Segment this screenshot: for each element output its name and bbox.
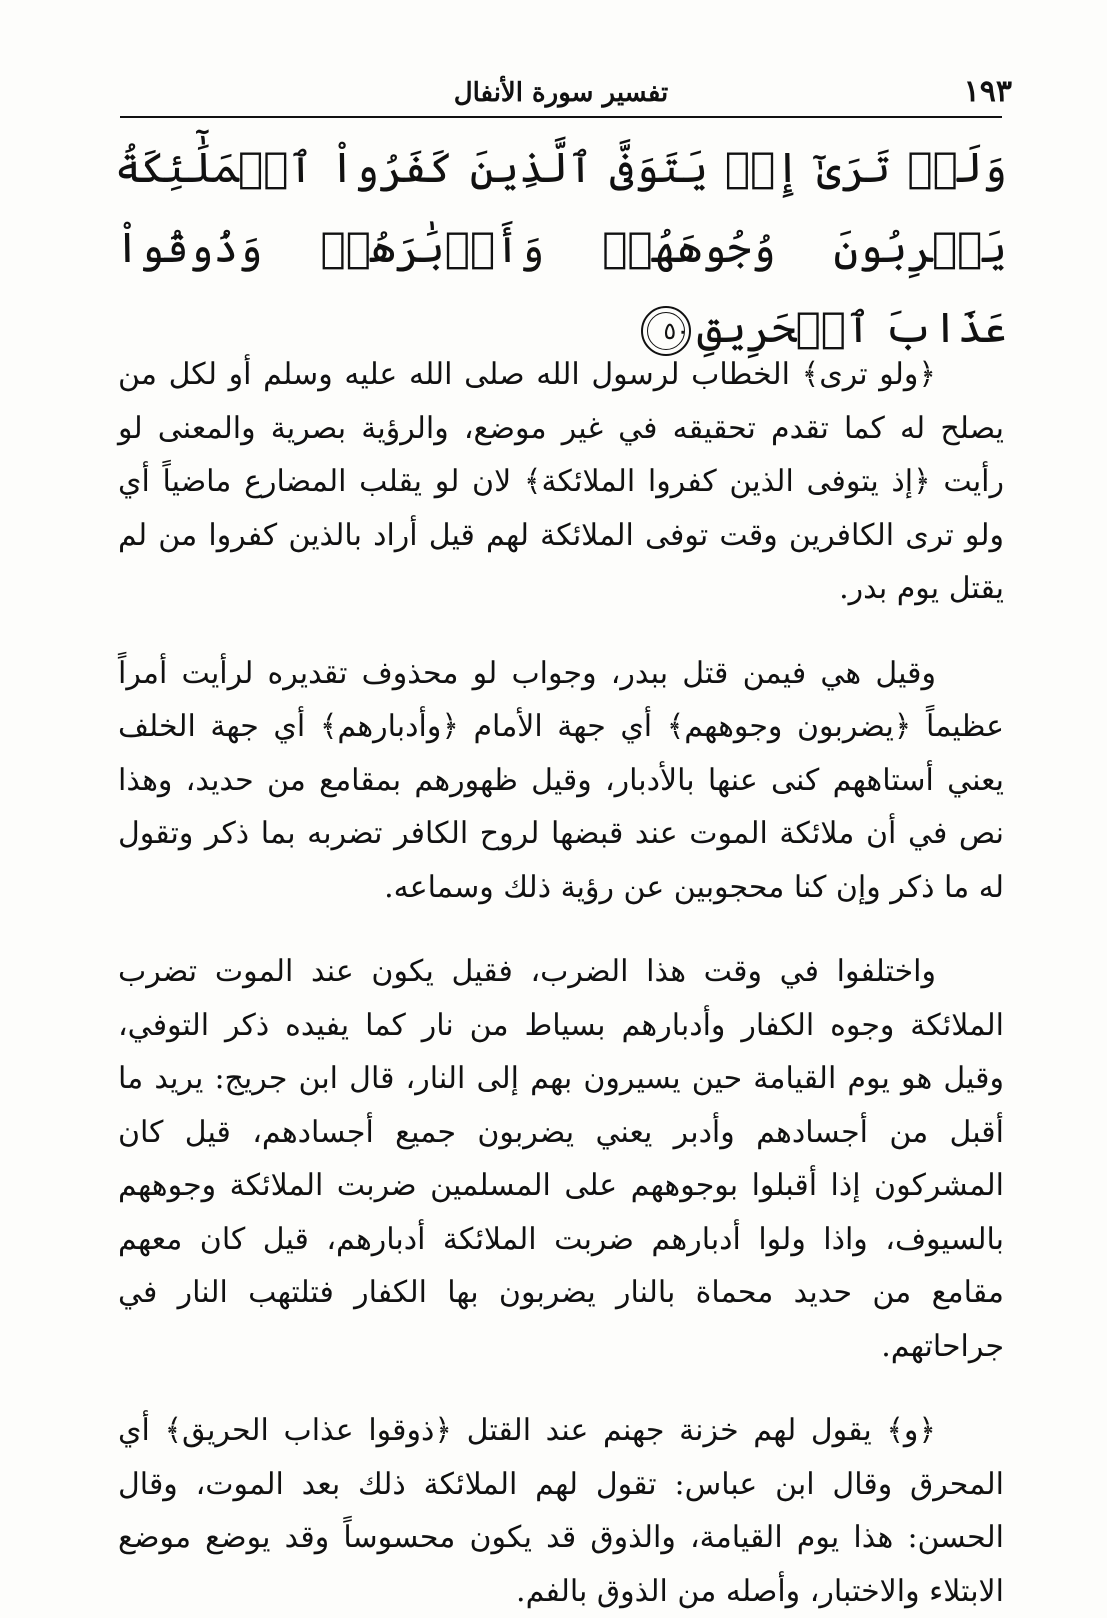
commentary bbox=[118, 348, 1004, 1618]
commentary-paragraph: ﴿ولو ترى﴾ الخطاب لرسول الله صلى الله عليه وسلم أو لكل من يصلح له كما تقدم تحقيقه في غير موضع، والرؤية بصرية والمعنى لو رأيت ﴿إذ يتوفى الذين كفروا الملائكة﴾ لان لو يقلب المضارع ماضياً أي ولو ترى الكافرين وقت توفى الملائكة لهم قيل أراد بالذين كفروا من لم يقتل يوم بدر. bbox=[118, 357, 1004, 606]
quran-verse bbox=[115, 128, 1007, 368]
commentary-paragraph: وقيل هي فيمن قتل ببدر، وجواب لو محذوف تقديره لرأيت أمراً عظيماً ﴿يضربون وجوههم﴾ أي جهة الأمام ﴿وأدبارهم﴾ أي جهة الخلف يعني أستاههم كنى عنها بالأدبار، وقيل ظهورهم بمقامع من حديد، وهذا نص في أن ملائكة الموت عند قبضها لروح الكافر تضربه بما ذكر وتقول له ما ذكر وإن كنا محجوبين عن رؤية ذلك وسماعه. bbox=[118, 655, 1004, 905]
verse-number-ornament: ٥٠ bbox=[641, 306, 691, 356]
verse-text: وَلَوۡ تَرَىٰٓ إِذۡ يَتَوَفَّى ٱلَّذِينَ كَفَرُواْ ٱلۡمَلَٰٓئِكَةُ يَضۡرِبُونَ وُجُوهَهُمۡ وَأَدۡبَٰرَهُمۡ وَذُوقُواْ عَذَابَ ٱلۡحَرِيقِ bbox=[115, 143, 1007, 352]
page-number: ١٩٣ bbox=[963, 74, 1012, 109]
commentary-paragraph: واختلفوا في وقت هذا الضرب، فقيل يكون عند الموت تضرب الملائكة وجوه الكفار وأدبارهم بسياط من نار كما يفيده ذكر التوفي، وقيل هو يوم القيامة حين يسيرون بهم إلى النار، قال ابن جريج: يريد ما أقبل من أجسادهم وأدبر يعني يضربون جميع أجسادهم، قيل كان المشركون إذا أقبلوا بوجوههم على المسلمين ضربت الملائكة وجوههم بالسيوف، واذا ولوا أدبارهم ضربت الملائكة أدبارهم، قيل كان معهم مقامع من حديد محماة بالنار يضربون بها الكفار فتلتهب النار في جراحاتهم. bbox=[118, 954, 1004, 1364]
surah-title: تفسير سورة الأنفال bbox=[453, 78, 669, 108]
commentary-paragraph: ﴿و﴾ يقول لهم خزنة جهنم عند القتل ﴿ذوقوا عذاب الحريق﴾ أي المحرق وقال ابن عباس: تقول لهم الملائكة ذلك بعد الموت، وقال الحسن: هذا يوم القيامة، والذوق قد يكون محسوساً وقد يوضع موضع الابتلاء والاختبار، وأصله من الذوق بالفم. bbox=[118, 1413, 1004, 1609]
page-header bbox=[120, 72, 1012, 118]
